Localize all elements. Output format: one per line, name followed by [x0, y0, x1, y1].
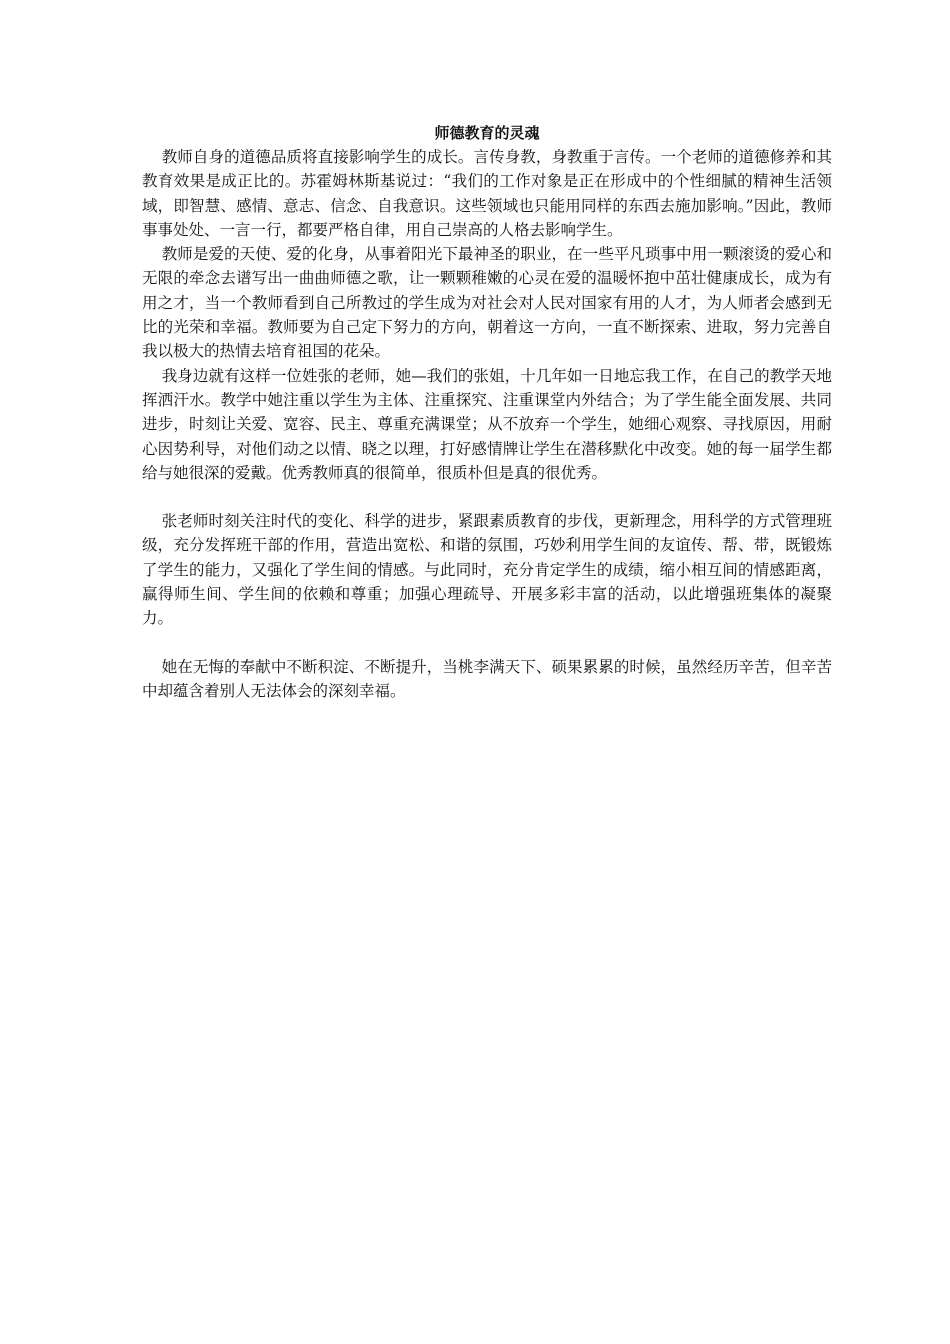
paragraph-spacer — [142, 631, 832, 655]
paragraph-2: 教师是爱的天使、爱的化身，从事着阳光下最神圣的职业，在一些平凡琐事中用一颗滚烫的爱心和无限的牵念去谱写出一曲曲师德之歌，让一颗颗稚嫩的心灵在爱的温暖怀抱中茁壮健康成长，成为有用之才，当一个教师看到自己所教过的学生成为对社会对人民对国家有用的人才，为人师者会感到无比的光荣和幸福。教师要为自己定下努力的方向，朝着这一方向，一直不断探索、进取，努力完善自我以极大的热情去培育祖国的花朵。 — [142, 245, 832, 361]
paragraph-4: 张老师时刻关注时代的变化、科学的进步，紧跟素质教育的步伐，更新理念，用科学的方式管理班级，充分发挥班干部的作用，营造出宽松、和谐的氛围，巧妙利用学生间的友谊传、帮、带，既锻炼了学生的能力，又强化了学生间的情感。与此同时，充分肯定学生的成绩，缩小相互间的情感距离，赢得师生间、学生间的依赖和尊重；加强心理疏导、开展多彩丰富的活动，以此增强班集体的凝聚力。 — [142, 512, 832, 628]
paragraph-5: 她在无悔的奉献中不断积淀、不断提升，当桃李满天下、硕果累累的时候，虽然经历辛苦，但辛苦中却蕴含着别人无法体会的深刻幸福。 — [142, 657, 832, 700]
paragraph-spacer — [142, 485, 832, 509]
paragraph-1: 教师自身的道德品质将直接影响学生的成长。言传身教，身教重于言传。一个老师的道德修养和其教育效果是成正比的。苏霍姆林斯基说过：“我们的工作对象是正在形成中的个性细腻的精神生活领域，即智慧、感情、意志、信念、自我意识。这些领域也只能用同样的东西去施加影响。”因此，教师事事处处、一言一行，都要严格自律，用自己崇高的人格去影响学生。 — [142, 148, 832, 239]
document-title: 师德教育的灵魂 — [434, 124, 540, 142]
paragraph-3: 我身边就有这样一位姓张的老师，她—我们的张姐，十几年如一日地忘我工作，在自己的教学天地挥洒汗水。教学中她注重以学生为主体、注重探究、注重课堂内外结合；为了学生能全面发展、共同进步，时刻让关爱、宽容、民主、尊重充满课堂；从不放弃一个学生，她细心观察、寻找原因，用耐心因势利导，对他们动之以情、晓之以理，打好感情牌让学生在潜移默化中改变。她的每一届学生都给与她很深的爱戴。优秀教师真的很简单，很质朴但是真的很优秀。 — [142, 366, 832, 482]
document-body — [142, 121, 832, 703]
